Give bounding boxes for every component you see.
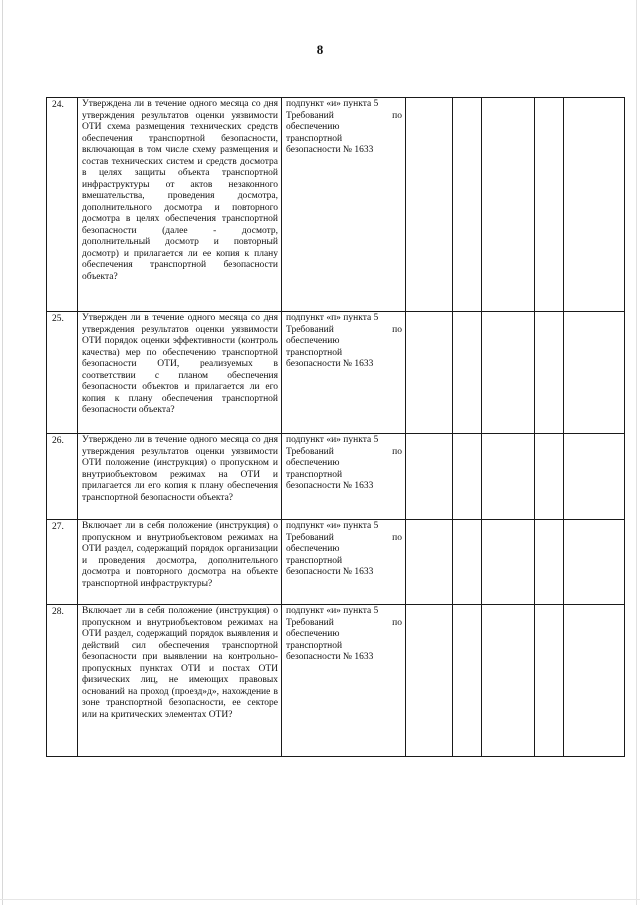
- answer-cell: [564, 98, 625, 312]
- answer-cell: [564, 312, 625, 434]
- page-number: 8: [316, 42, 324, 57]
- row-number: 27.: [47, 520, 78, 605]
- answer-cell: [564, 520, 625, 605]
- answer-cell: [453, 520, 482, 605]
- row-number: 28.: [47, 605, 78, 757]
- answer-cell: [453, 605, 482, 757]
- question-text: Включает ли в себя положение (инструкция) о пропускном и внутриобъектовом режимах на ОТИ раздел, содержащий порядок организации и проведения досмотра, дополнительного досмотра и повторного досмотра на объекте транспортной инфраструктуры?: [78, 520, 282, 605]
- table-row-24: [47, 98, 625, 312]
- answer-cell: [482, 520, 535, 605]
- legal-reference: подпункт «и» пункта 5 Требований по обеспечению транспортной безопасности № 1633: [282, 98, 406, 312]
- answer-cell: [535, 98, 564, 312]
- question-text: Включает ли в себя положение (инструкция) о пропускном и внутриобъектовом режимах на ОТИ раздел, содержащий порядок выявления и действий сил обеспечения транспортной безопасности при выявлении на контрольно-пропускных пунктах ОТИ и постах ОТИ физических лиц, не имеющих правовых оснований на проход (проезд»д», нахождение в зоне транспортной безопасности, ее секторе или на критических элементах ОТИ?: [78, 605, 282, 757]
- table-row-27: [47, 520, 625, 605]
- answer-cell: [406, 605, 453, 757]
- answer-cell: [482, 98, 535, 312]
- legal-reference: подпункт «и» пункта 5 Требований по обеспечению транспортной безопасности № 1633: [282, 520, 406, 605]
- answer-cell: [482, 434, 535, 520]
- table-row-26: [47, 434, 625, 520]
- answer-cell: [482, 312, 535, 434]
- answer-cell: [406, 520, 453, 605]
- answer-cell: [535, 434, 564, 520]
- answer-cell: [535, 605, 564, 757]
- question-text: Утверждена ли в течение одного месяца со дня утверждения результатов оценки уязвимости ОТИ схема размещения технических средств обеспечения транспортной безопасности, включающая в том числе схему размещения и состав технических систем и средств досмотра в целях защиты объекта транспортной инфраструктуры от актов незаконного вмешательства, проведения досмотра, дополнительного досмотра и повторного досмотра в целях обеспечения транспортной безопасности (далее - досмотр, дополнительный досмотр и повторный досмотр) и прилагается ли ее копия к плану обеспечения транспортной безопасности объекта?: [78, 98, 282, 312]
- row-number: 26.: [47, 434, 78, 520]
- answer-cell: [564, 434, 625, 520]
- question-text: Утвержден ли в течение одного месяца со дня утверждения результатов оценки уязвимости ОТИ порядок оценки эффективности (контроль качества) мер по обеспечению транспортной безопасности ОТИ, реализуемых в соответствии с планом обеспечения безопасности объектов и прилагается ли его копия к плану обеспечения транспортной безопасности объекта?: [78, 312, 282, 434]
- answer-cell: [453, 434, 482, 520]
- page-edge-left: [2, 0, 3, 905]
- answer-cell: [453, 312, 482, 434]
- row-number: 24.: [47, 98, 78, 312]
- page-edge-bottom: [0, 899, 640, 900]
- answer-cell: [482, 605, 535, 757]
- answer-cell: [535, 312, 564, 434]
- answer-cell: [406, 434, 453, 520]
- answer-cell: [453, 98, 482, 312]
- legal-reference: подпункт «и» пункта 5 Требований по обеспечению транспортной безопасности № 1633: [282, 434, 406, 520]
- legal-reference: подпункт «п» пункта 5 Требований по обеспечению транспортной безопасности № 1633: [282, 312, 406, 434]
- answer-cell: [406, 312, 453, 434]
- answer-cell: [406, 98, 453, 312]
- question-text: Утверждено ли в течение одного месяца со дня утверждения результатов оценки уязвимости ОТИ положение (инструкция) о пропускном и внутриобъектовом режимах на ОТИ и прилагается ли его копия к плану обеспечения транспортной безопасности объекта?: [78, 434, 282, 520]
- row-number: 25.: [47, 312, 78, 434]
- table-row-25: [47, 312, 625, 434]
- checklist-table: [46, 97, 625, 757]
- table-row-28: [47, 605, 625, 757]
- answer-cell: [535, 520, 564, 605]
- page-edge-right: [636, 0, 637, 905]
- legal-reference: подпункт «и» пункта 5 Требований по обеспечению транспортной безопасности № 1633: [282, 605, 406, 757]
- answer-cell: [564, 605, 625, 757]
